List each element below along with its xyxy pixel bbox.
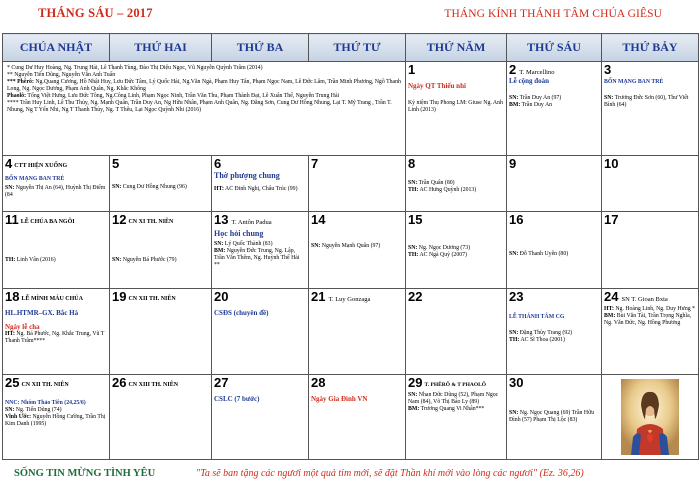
th-value: Linh Vân (2016) bbox=[16, 257, 56, 264]
day-number: 1 bbox=[408, 62, 416, 77]
sacred-heart-image bbox=[621, 379, 679, 455]
day-cell-20[interactable] bbox=[212, 289, 309, 375]
week-row-3 bbox=[3, 212, 699, 289]
day-number: 24 bbox=[604, 289, 619, 304]
day-event: BỔN MẠNG BAN TRẺ bbox=[604, 79, 664, 86]
day-event: LỄ THÁNH TÂM CG bbox=[509, 314, 565, 321]
intro-line-5: **** Trần Huy Linh, Lê Thu Thủy, Ng. Mạnh Quân, Trần Duy An, Ng Hữu Nhân, Phạm Anh Quân, Ng. Đăng Sơn, Cung Dư Hồng Nhung, Lại T. Mỹ Trang , Trần T. Nhung, Ng T Yến Nhi, Ng T Thanh Thủy, Ng. T Thêu, Lại Ngọc Quỳnh Nhi (2016) bbox=[7, 100, 392, 114]
ht-value: Ng. Bá Phước, Ng. Khắc Trung, Vũ T Thanh Trâm**** bbox=[5, 330, 105, 345]
day-number: 6 bbox=[214, 156, 222, 171]
sn-label: SN: bbox=[408, 392, 418, 399]
sn-value: Nguyễn Mạnh Quân (97) bbox=[321, 243, 381, 250]
day-number: 28 bbox=[311, 375, 326, 390]
day-event: Ngày QT Thiếu nhi bbox=[408, 82, 466, 91]
day-feast: SN T. Gioan Bxta bbox=[621, 295, 668, 303]
day-feast: LỄ CHÚA BA NGÔI bbox=[20, 219, 75, 226]
week-row-5 bbox=[3, 375, 699, 460]
day-cell-16[interactable] bbox=[507, 212, 602, 289]
day-feast: T. PHÊRÔ & T PHAOLÔ bbox=[424, 382, 487, 389]
day-cell-18[interactable] bbox=[3, 289, 110, 375]
day-event: NNC: Nhóm Thảo Tiên (24,25/6) bbox=[5, 400, 86, 407]
day-event: Lễ cộng đoàn bbox=[509, 77, 550, 86]
intro-line-1: * Cung Dư Huy Hoàng, Ng. Trung Hải, Lê Thanh Tùng, Đào Thị Diệu Ngọc, Vũ Nguyễn Quỳnh Trâm (2014) bbox=[7, 65, 263, 71]
day-feast: T. Marcellino bbox=[519, 68, 555, 76]
day-feast: LỄ MÌNH MÁU CHÚA bbox=[21, 296, 83, 303]
day-cell-29[interactable] bbox=[406, 375, 507, 460]
weekday-header-row bbox=[3, 34, 699, 62]
sn-label: SN: bbox=[509, 330, 519, 337]
weekday-tuesday: THỨ BA bbox=[212, 34, 309, 62]
sn-value: Trần Quân (80) bbox=[418, 180, 455, 187]
day-event: Ngày Gia Đình VN bbox=[311, 395, 368, 404]
th-label: TH: bbox=[408, 252, 419, 259]
calendar-grid bbox=[2, 33, 699, 460]
th-value: AC Sĩ Thoa (2001) bbox=[520, 337, 565, 344]
day-cell-22[interactable] bbox=[406, 289, 507, 375]
th-value: AC Ngà Quý (2007) bbox=[419, 252, 467, 259]
bm-label: BM: bbox=[509, 101, 521, 108]
sn-label: SN: bbox=[509, 251, 519, 258]
day-cell-11[interactable] bbox=[3, 212, 110, 289]
day-number: 20 bbox=[214, 289, 229, 304]
weekday-sunday: CHÚA NHẬT bbox=[3, 34, 110, 62]
day-cell-9[interactable] bbox=[507, 156, 602, 212]
sn-value: Đặng Thùy Trang (92) bbox=[519, 330, 573, 337]
day-feast: T. Antôn Padua bbox=[231, 218, 272, 226]
sn-label: SN: bbox=[5, 407, 15, 414]
day-cell-2[interactable] bbox=[507, 62, 602, 156]
day-number: 11 bbox=[5, 212, 19, 227]
th-label: TH: bbox=[408, 187, 419, 194]
sn-label: SN: bbox=[408, 180, 418, 187]
sn-value: Nguyễn Bá Phước (79) bbox=[122, 257, 177, 264]
day-number: 22 bbox=[408, 289, 423, 304]
sn-value: Cung Dư Hồng Nhung (96) bbox=[122, 184, 187, 191]
day-event: Thờ phượng chung bbox=[214, 171, 280, 181]
week-row-1 bbox=[3, 62, 699, 156]
sn-label: SN: bbox=[112, 184, 122, 191]
day-cell-27[interactable] bbox=[212, 375, 309, 460]
th-label: TH: bbox=[509, 337, 520, 344]
sn-label: SN: bbox=[5, 185, 15, 192]
intro-line-4: Tống Việt Hưng, Lưu Đức Tông, Ng.Công Linh, Phạm Ngọc Ninh, Trần Văn Thu, Phạm Thành Đạt, Lê Xuân Thể, Nguyễn Trung Hải bbox=[27, 93, 340, 100]
day-number: 3 bbox=[604, 62, 612, 77]
sn-label: SN: bbox=[112, 257, 122, 264]
day-cell-17[interactable] bbox=[602, 212, 699, 289]
week-row-4 bbox=[3, 289, 699, 375]
day-number: 15 bbox=[408, 212, 423, 227]
day-cell-3[interactable] bbox=[602, 62, 699, 156]
vu-label: Vĩnh Ước: bbox=[5, 414, 32, 421]
day-number: 23 bbox=[509, 289, 524, 304]
day-number: 29 bbox=[408, 375, 423, 390]
ht-label: HT: bbox=[5, 330, 15, 337]
day-number: 5 bbox=[112, 156, 120, 171]
day-cell-4[interactable] bbox=[3, 156, 110, 212]
intro-notes-cell bbox=[3, 62, 406, 156]
day-event: BỔN MẠNG BAN TRẺ bbox=[5, 176, 65, 183]
day-number: 25 bbox=[5, 375, 20, 390]
day-cell-30[interactable] bbox=[507, 375, 602, 460]
sn-label: SN: bbox=[214, 240, 224, 247]
sn-label: SN: bbox=[408, 245, 418, 252]
day-number: 14 bbox=[311, 212, 326, 227]
weekday-wednesday: THỨ TƯ bbox=[309, 34, 406, 62]
day-number: 13 bbox=[214, 212, 229, 227]
weekday-monday: THỨ HAI bbox=[110, 34, 212, 62]
day-cell-8[interactable] bbox=[406, 156, 507, 212]
sn-value: Đỗ Thanh Uyên (80) bbox=[519, 251, 569, 258]
day-number: 30 bbox=[509, 375, 524, 390]
sn-value: Trần Duy An (97) bbox=[519, 94, 562, 101]
vu-value: Nguyễn Hồng Cường, Trần Thị Kim Danh (1995) bbox=[5, 414, 106, 428]
day-cell-6[interactable] bbox=[212, 156, 309, 212]
day-cell-19[interactable] bbox=[110, 289, 212, 375]
day-cell-14[interactable] bbox=[309, 212, 406, 289]
bm-value: Trương Quang Vi Nhân*** bbox=[420, 406, 485, 413]
day-note: Kỷ niệm Thụ Phong LM: Giuse Ng. Anh Linh (2013) bbox=[408, 99, 503, 113]
weekday-saturday: THỨ BẢY bbox=[602, 34, 699, 62]
ht-label: HT: bbox=[214, 185, 224, 192]
sn-value: Lý Quốc Thành (83) bbox=[224, 240, 273, 247]
th-value: AC Hưng Quỳnh (2013) bbox=[419, 187, 477, 194]
intro-line-3-label: *** Phêrô: bbox=[7, 79, 34, 86]
bm-value: Trần Duy An bbox=[521, 101, 553, 108]
day-number: 9 bbox=[509, 156, 517, 171]
day-number: 19 bbox=[112, 289, 127, 304]
day-number: 10 bbox=[604, 156, 619, 171]
day-event-secondary: Ngày lễ cha bbox=[5, 322, 40, 331]
day-feast: CTT HIỆN XUỐNG bbox=[14, 163, 68, 170]
footer-quote: "Ta sẽ ban tặng các ngươi một quả tim mới, sẽ đặt Thần khí mới vào lòng các ngươi" (Ez. 36,26) bbox=[196, 468, 584, 479]
sn-label: SN: bbox=[604, 95, 614, 102]
day-cell-21[interactable] bbox=[309, 289, 406, 375]
day-number: 2 bbox=[509, 62, 517, 77]
bm-label: BM: bbox=[604, 313, 616, 320]
theme-title: THÁNG KÍNH THÁNH TÂM CHÚA GIÊSU bbox=[444, 8, 662, 20]
bm-label: BM: bbox=[214, 247, 226, 254]
weekday-friday: THỨ SÁU bbox=[507, 34, 602, 62]
day-cell-13[interactable] bbox=[212, 212, 309, 289]
day-number: 18 bbox=[5, 289, 20, 304]
sn-label: SN: bbox=[311, 243, 321, 250]
bm-value: Nguyễn Đức Trung, Ng. Lập, Trần Văn Thêm, Ng. Huỳnh Thế Hải ** bbox=[214, 247, 300, 268]
day-cell-12[interactable] bbox=[110, 212, 212, 289]
ht-value: AC Đinh Nghị, Châu Trúc (99) bbox=[225, 185, 298, 192]
day-cell-23[interactable] bbox=[507, 289, 602, 375]
sn-value: Nhan Đức Dũng (52), Phạm Ngọc Nam (84), Võ Thị Bảo Ly (89) bbox=[408, 392, 499, 406]
day-feast: CN XI TH. NIÊN bbox=[128, 219, 174, 226]
day-feast: T. Luy Gonzaga bbox=[328, 295, 371, 303]
day-cell-15[interactable] bbox=[406, 212, 507, 289]
ht-label: HT: bbox=[604, 306, 614, 313]
sn-value: Nguyễn Thị An (64), Huỳnh Thị Điểm (84 bbox=[5, 185, 106, 199]
day-event: Học hỏi chung bbox=[214, 229, 264, 239]
bm-label: BM: bbox=[408, 406, 420, 413]
sn-value: Ng. Ngọc Dương (73) bbox=[418, 245, 471, 252]
day-cell-1[interactable] bbox=[406, 62, 507, 156]
day-number: 7 bbox=[311, 156, 319, 171]
sn-value: Ng. Tiến Dũng (74) bbox=[15, 407, 62, 414]
sn-value: Ng. Ngọc Quang (69) Trần Hữu Đình (57) Phạm Thị Lộc (83) bbox=[509, 410, 595, 424]
day-number: 12 bbox=[112, 212, 127, 227]
sacred-heart-cell bbox=[602, 375, 699, 460]
day-cell-10[interactable] bbox=[602, 156, 699, 212]
day-number: 4 bbox=[5, 156, 13, 171]
intro-line-3: Ng.Quang Cương, Hồ Nhật Huy, Lưu Đức Tâm, Lý Quốc Hải, Ng.Văn Ngà, Phạm Huy Tân, Phạm Ngọc Nam, Lê Đức Lâm, Trần Minh Phương, Ngô Thanh Long, Ng. Ngọc Dương, Phạm Anh Quân, Ng. Khắc Không bbox=[7, 79, 401, 93]
day-cell-25[interactable] bbox=[3, 375, 110, 460]
day-event: CSĐS (chuyên đề) bbox=[214, 309, 269, 318]
day-feast: CN XII TH. NIÊN bbox=[128, 296, 176, 303]
sn-label: SN: bbox=[509, 94, 519, 101]
sn-label: SN: bbox=[509, 410, 519, 417]
day-event: HL.HTMR–GX. Bắc Hà bbox=[5, 309, 79, 318]
day-cell-7[interactable] bbox=[309, 156, 406, 212]
day-number: 17 bbox=[604, 212, 619, 227]
day-number: 8 bbox=[408, 156, 416, 171]
week-row-2 bbox=[3, 156, 699, 212]
bm-value: Bùi Văn Tài, Trần Trọng Nghĩa, Ng. Văn Đức, Ng. Hồng Phương bbox=[604, 313, 692, 327]
weekday-thursday: THỨ NĂM bbox=[406, 34, 507, 62]
ht-value: Ng. Hoàng Linh, Ng. Duy Hưng * bbox=[615, 306, 695, 313]
day-feast: CN XIII TH. NIÊN bbox=[128, 382, 179, 389]
th-label: TH: bbox=[5, 257, 16, 264]
intro-line-4-label: Phaolô: bbox=[7, 93, 27, 100]
day-cell-24[interactable] bbox=[602, 289, 699, 375]
day-number: 21 bbox=[311, 289, 326, 304]
footer-slogan: SỐNG TIN MỪNG TÌNH YÊU bbox=[14, 468, 156, 479]
intro-line-2: ** Nguyễn Tiến Dũng, Nguyễn Văn Anh Tuấn bbox=[7, 72, 116, 79]
day-cell-26[interactable] bbox=[110, 375, 212, 460]
sn-value: Trương Đức Sơn (60), Thư Viết Bình (64) bbox=[604, 95, 689, 109]
day-number: 16 bbox=[509, 212, 524, 227]
day-feast: CN XII TH. NIÊN bbox=[21, 382, 69, 389]
day-cell-5[interactable] bbox=[110, 156, 212, 212]
day-number: 27 bbox=[214, 375, 229, 390]
day-cell-28[interactable] bbox=[309, 375, 406, 460]
day-number: 26 bbox=[112, 375, 127, 390]
month-title: THÁNG SÁU – 2017 bbox=[38, 6, 153, 20]
day-event: CSLC (7 bước) bbox=[214, 395, 260, 404]
